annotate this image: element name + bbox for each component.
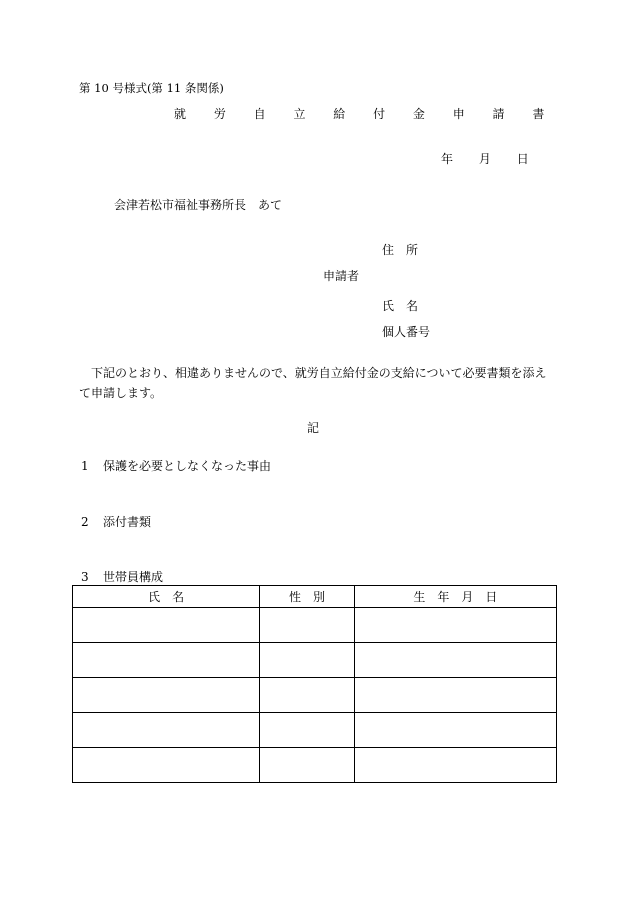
name-label: 氏 名 (382, 299, 419, 313)
birthdate-cell[interactable] (354, 748, 556, 783)
birthdate-cell[interactable] (354, 713, 556, 748)
item-reason (81, 459, 271, 473)
item-number: 3 (81, 570, 89, 584)
name-cell[interactable] (73, 608, 260, 643)
table-row (73, 608, 557, 643)
ki-heading: 記 (307, 421, 320, 435)
name-cell[interactable] (73, 643, 260, 678)
item-household (81, 570, 163, 584)
date-month-label: 月 (478, 152, 491, 166)
item-label: 世帯員構成 (103, 570, 164, 584)
body-text: 下記のとおり、相違ありませんので、就労自立給付金の支給について必要書類を添えて申請します。 (79, 366, 547, 400)
birthdate-cell[interactable] (354, 608, 556, 643)
name-cell[interactable] (73, 713, 260, 748)
sex-cell[interactable] (260, 748, 355, 783)
date-line (441, 152, 529, 166)
header-birthdate: 生 年 月 日 (354, 586, 556, 608)
birthdate-cell[interactable] (354, 643, 556, 678)
table-header-row (73, 586, 557, 608)
table-row (73, 678, 557, 713)
name-cell[interactable] (73, 748, 260, 783)
item-number: 1 (81, 459, 89, 473)
applicant-label: 申請者 (323, 269, 360, 283)
date-day-label: 日 (516, 152, 529, 166)
addressee: 会津若松市福祉事務所長 あて (114, 198, 283, 212)
personal-number-label: 個人番号 (382, 325, 431, 339)
document-title: 就 労 自 立 給 付 金 申 請 書 (174, 107, 557, 121)
header-sex: 性 別 (260, 586, 355, 608)
sex-cell[interactable] (260, 713, 355, 748)
address-label: 住 所 (382, 243, 419, 257)
name-cell[interactable] (73, 678, 260, 713)
date-year-label: 年 (441, 152, 454, 166)
sex-cell[interactable] (260, 643, 355, 678)
table-row (73, 643, 557, 678)
item-label: 保護を必要としなくなった事由 (103, 459, 272, 473)
sex-cell[interactable] (260, 608, 355, 643)
sex-cell[interactable] (260, 678, 355, 713)
table-row (73, 713, 557, 748)
header-name: 氏 名 (73, 586, 260, 608)
item-label: 添付書類 (103, 515, 152, 529)
form-number: 第 10 号様式(第 11 条関係) (79, 81, 224, 95)
table-row (73, 748, 557, 783)
item-attachments (81, 515, 151, 529)
birthdate-cell[interactable] (354, 678, 556, 713)
item-number: 2 (81, 515, 89, 529)
household-table (72, 585, 557, 783)
